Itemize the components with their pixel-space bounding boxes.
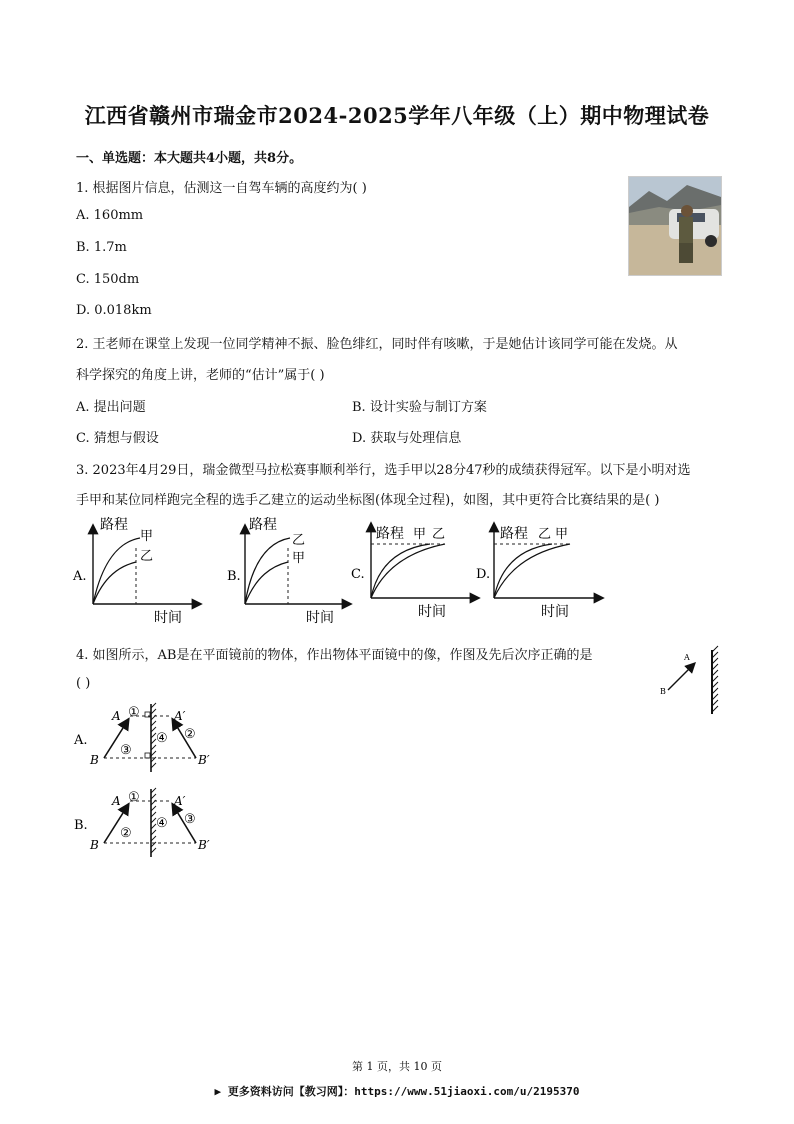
q1-option-c: C. 150dm — [76, 272, 140, 287]
graph-c — [351, 524, 478, 620]
graph-b-lower-label: 甲 — [292, 551, 306, 566]
graph-a-option: A. — [73, 569, 87, 584]
q4-option-a-label: A. — [74, 733, 88, 748]
graph-b-xlabel: 时间 — [306, 610, 334, 626]
q2-stem-line2: 科学探究的角度上讲，老师的“估计”属于( ) — [76, 368, 325, 383]
graph-d-xlabel: 时间 — [541, 604, 569, 620]
q4-a-step-4: ④ — [156, 731, 168, 746]
page-footer: 第 1 页，共 10 页 — [352, 1060, 442, 1073]
q3-stem-line1: 3. 2023年4月29日，瑞金微型马拉松赛事顺利举行，选手甲以28分47秒的成绩获得冠军。以下是小明对选 — [76, 463, 691, 478]
q4-a-point-b: B — [90, 753, 99, 767]
graph-a-lower-label: 乙 — [140, 549, 154, 564]
q4-option-a-diagram — [70, 700, 230, 776]
graph-d-ylabel: 路程 — [500, 526, 528, 542]
promo-link[interactable]: ▶ 更多资料访问【教习网】：https://www.51jiaoxi.com/u/2195370 — [214, 1085, 580, 1098]
q4-b-point-a: A — [112, 794, 121, 808]
graph-c-xlabel: 时间 — [418, 604, 446, 620]
q4-a-step-3: ③ — [120, 743, 132, 758]
q4-a-step-2: ② — [184, 727, 196, 742]
q2-option-c: C. 猜想与假设 — [76, 431, 159, 446]
q1-stem: 1. 根据图片信息，估测这一自驾车辆的高度约为( ) — [76, 181, 367, 196]
graph-b-option: B. — [227, 569, 241, 584]
q3-stem-line2: 手甲和某位同样跑完全程的选手乙建立的运动坐标图(体现全过程)，如图，其中更符合比赛结果的是( ) — [76, 493, 660, 508]
q2-stem-line1: 2. 王老师在课堂上发现一位同学精神不振、脸色绯红，同时伴有咳嗽，于是她估计该同学可能在发烧。从 — [76, 337, 678, 352]
graph-b-ylabel: 路程 — [249, 517, 277, 533]
graph-a-ylabel: 路程 — [100, 517, 128, 533]
q4-a-step-1: ① — [128, 705, 140, 720]
graph-c-option: C. — [351, 567, 365, 582]
q1-option-b: B. 1.7m — [76, 240, 127, 255]
q4-a-point-a: A — [112, 709, 121, 723]
graph-c-label-1: 甲 — [413, 527, 427, 542]
q1-option-a: A. 160mm — [76, 208, 144, 223]
q1-option-d: D. 0.018km — [76, 303, 152, 318]
q4-point-b: B — [660, 687, 666, 696]
graph-b — [227, 517, 350, 626]
graph-b-upper-label: 乙 — [292, 533, 306, 548]
graph-c-ylabel: 路程 — [376, 526, 404, 542]
q2-option-b: B. 设计实验与制订方案 — [352, 400, 487, 415]
q4-stem-line1: 4. 如图所示，AB是在平面镜前的物体，作出物体平面镜中的像，作图及先后次序正确的是 — [76, 648, 593, 663]
q4-b-point-b: B — [90, 838, 99, 852]
q4-b-step-3: ③ — [184, 812, 196, 827]
q4-b-step-4: ④ — [156, 816, 168, 831]
q4-a-point-b-image: B′ — [198, 753, 210, 767]
section-heading: 一、单选题：本大题共4小题，共8分。 — [76, 151, 303, 166]
graph-a-xlabel: 时间 — [154, 610, 182, 626]
q4-stem-line2: ( ) — [76, 676, 91, 691]
graph-d-label-2: 甲 — [555, 527, 569, 542]
q4-b-step-1: ① — [128, 790, 140, 805]
graph-c-label-2: 乙 — [432, 527, 446, 542]
q2-option-a: A. 提出问题 — [76, 400, 146, 415]
q4-figure — [650, 644, 730, 720]
q4-b-point-a-image: A′ — [174, 794, 186, 808]
q4-b-step-2: ② — [120, 826, 132, 841]
graph-a — [72, 517, 200, 626]
page-title: 江西省赣州市瑞金市2024-2025学年八年级（上）期中物理试卷 — [84, 103, 710, 128]
q2-option-d: D. 获取与处理信息 — [352, 431, 462, 446]
q4-b-point-b-image: B′ — [198, 838, 210, 852]
car-photo — [628, 176, 722, 276]
graph-d-option: D. — [476, 567, 491, 582]
q4-option-b-diagram — [70, 785, 230, 861]
graph-d — [476, 524, 602, 620]
q4-option-b-label: B. — [74, 818, 88, 833]
q3-graphs — [60, 512, 620, 630]
q4-a-point-a-image: A′ — [174, 709, 186, 723]
q4-point-a: A — [684, 653, 690, 662]
graph-d-label-1: 乙 — [538, 527, 552, 542]
graph-a-upper-label: 甲 — [140, 529, 154, 544]
